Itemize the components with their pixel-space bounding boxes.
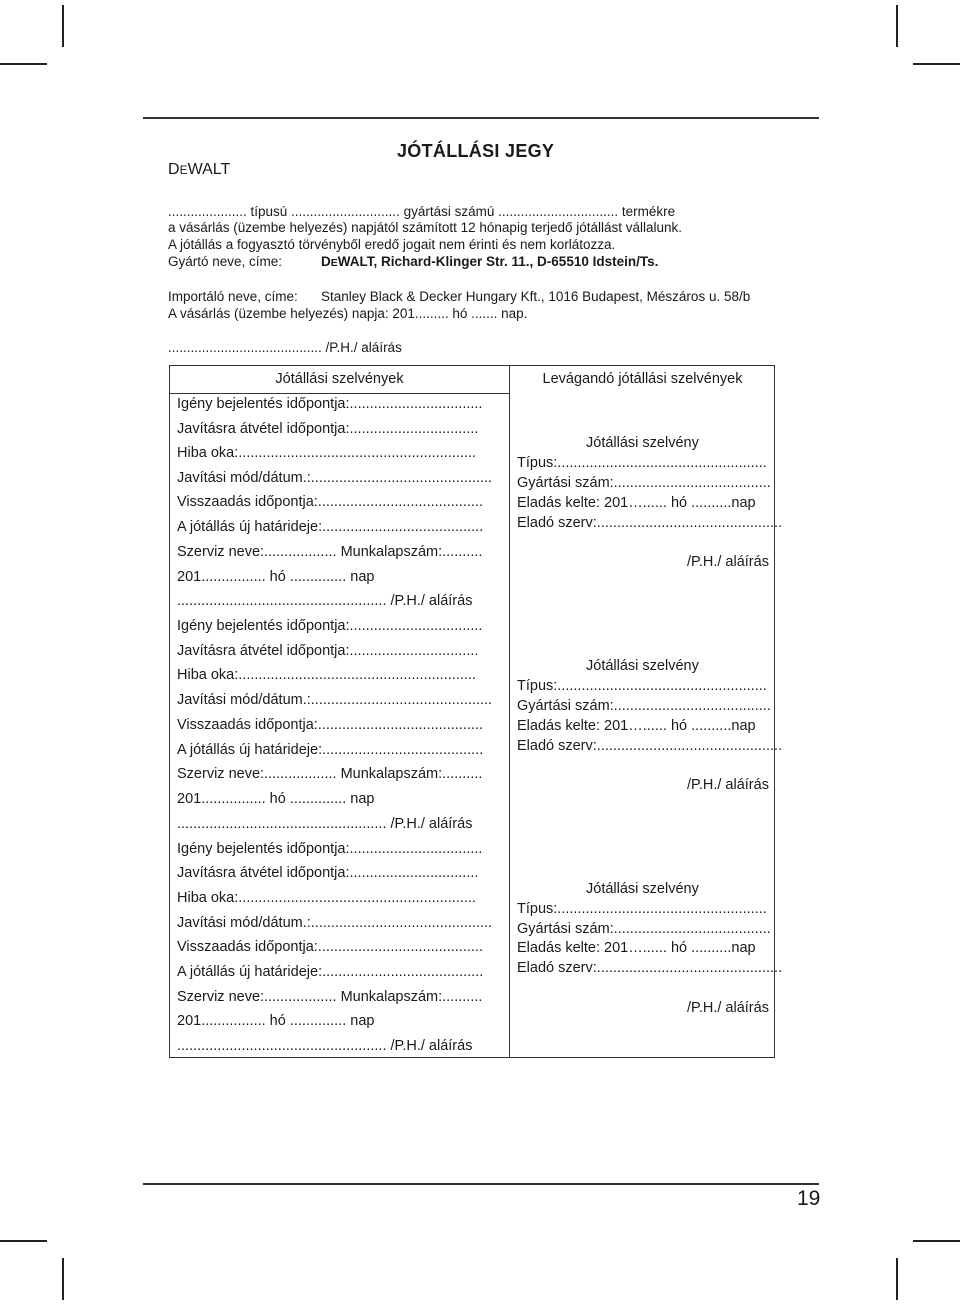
coupon-seller-field: Eladó szerv:.............................................. bbox=[517, 960, 783, 976]
intro-line-2: a vásárlás (üzembe helyezés) napjától számított 12 hónapig terjedő jótállást vállalunk. bbox=[168, 220, 683, 235]
crop-mark bbox=[896, 1258, 898, 1300]
coupon-serial-field: Gyártási szám:....................................... bbox=[517, 698, 771, 714]
warranty-table bbox=[169, 365, 783, 1058]
bottom-rule bbox=[143, 1183, 819, 1185]
date-field: 201................ hó .............. nap bbox=[177, 1013, 375, 1029]
new-deadline-field: A jótállás új határideje:........................................ bbox=[177, 519, 484, 535]
crop-mark bbox=[62, 5, 64, 47]
coupon-serial-field: Gyártási szám:....................................... bbox=[517, 475, 771, 491]
return-date-field: Visszaadás időpontja:......................................... bbox=[177, 494, 483, 510]
coupon-type-field: Típus:.................................................... bbox=[517, 455, 767, 471]
coupon-title: Jótállási szelvény bbox=[586, 881, 699, 897]
return-date-field: Visszaadás időpontja:......................................... bbox=[177, 939, 483, 955]
claim-date-field: Igény bejelentés időpontja:................................. bbox=[177, 396, 483, 412]
top-rule bbox=[143, 117, 819, 119]
crop-mark bbox=[913, 1240, 960, 1242]
crop-mark bbox=[896, 5, 898, 47]
coupon-signature: /P.H./ aláírás bbox=[687, 1000, 769, 1016]
repair-method-field: Javítási mód/dátum.:............................................. bbox=[177, 470, 493, 486]
repair-method-field: Javítási mód/dátum.:............................................. bbox=[177, 692, 493, 708]
crop-mark bbox=[0, 63, 47, 65]
coupon-type-field: Típus:.................................................... bbox=[517, 678, 767, 694]
claim-date-field: Igény bejelentés időpontja:................................. bbox=[177, 841, 483, 857]
page-number: 19 bbox=[797, 1187, 821, 1210]
coupon-serial-field: Gyártási szám:....................................... bbox=[517, 921, 771, 937]
coupon-type-field: Típus:.................................................... bbox=[517, 901, 767, 917]
purchase-date: A vásárlás (üzembe helyezés) napja: 201......... hó ....... nap. bbox=[168, 306, 528, 321]
page-title: JÓTÁLLÁSI JEGY bbox=[397, 141, 555, 161]
service-name-field: Szerviz neve:.................. Munkalapszám:.......... bbox=[177, 989, 483, 1005]
importer-value: Stanley Black & Decker Hungary Kft., 1016 Budapest, Mészáros u. 58/b bbox=[321, 289, 751, 304]
coupon-sale-date-field: Eladás kelte: 201…...... hó ..........nap bbox=[517, 940, 756, 956]
return-date-field: Visszaadás időpontja:......................................... bbox=[177, 717, 483, 733]
coupon-seller-field: Eladó szerv:.............................................. bbox=[517, 515, 783, 531]
repair-intake-field: Javításra átvétel időpontja:................................ bbox=[177, 421, 479, 437]
repair-intake-field: Javításra átvétel időpontja:................................ bbox=[177, 865, 479, 881]
brand-logo: DEWALT bbox=[168, 161, 231, 178]
date-field: 201................ hó .............. nap bbox=[177, 569, 375, 585]
coupon-sale-date-field: Eladás kelte: 201…...... hó ..........nap bbox=[517, 495, 756, 511]
new-deadline-field: A jótállás új határideje:........................................ bbox=[177, 964, 484, 980]
fault-cause-field: Hiba oka:........................................................... bbox=[177, 890, 476, 906]
coupon-signature: /P.H./ aláírás bbox=[687, 777, 769, 793]
signature-field: .................................................... /P.H./ aláírás bbox=[177, 593, 473, 609]
service-name-field: Szerviz neve:.................. Munkalapszám:.......... bbox=[177, 766, 483, 782]
signature-field: .................................................... /P.H./ aláírás bbox=[177, 1038, 473, 1054]
service-name-field: Szerviz neve:.................. Munkalapszám:.......... bbox=[177, 544, 483, 560]
coupon-title: Jótállási szelvény bbox=[586, 435, 699, 451]
coupon-sale-date-field: Eladás kelte: 201…...... hó ..........nap bbox=[517, 718, 756, 734]
right-column-header: Levágandó jótállási szelvények bbox=[542, 371, 743, 387]
coupon-signature: /P.H./ aláírás bbox=[687, 554, 769, 570]
repair-method-field: Javítási mód/dátum.:............................................. bbox=[177, 915, 493, 931]
repair-intake-field: Javításra átvétel időpontja:................................ bbox=[177, 643, 479, 659]
crop-mark bbox=[62, 1258, 64, 1300]
crop-mark bbox=[0, 1240, 47, 1242]
manufacturer-value: DEWALT, Richard-Klinger Str. 11., D-65510 Idstein/Ts. bbox=[321, 254, 659, 269]
importer-label: Importáló neve, címe: bbox=[168, 289, 298, 304]
intro-signature: ......................................... /P.H./ aláírás bbox=[168, 340, 402, 355]
crop-mark bbox=[913, 63, 960, 65]
claim-date-field: Igény bejelentés időpontja:................................. bbox=[177, 618, 483, 634]
left-column-header: Jótállási szelvények bbox=[275, 371, 404, 387]
manufacturer-label: Gyártó neve, címe: bbox=[168, 254, 283, 269]
coupon-seller-field: Eladó szerv:.............................................. bbox=[517, 738, 783, 754]
signature-field: .................................................... /P.H./ aláírás bbox=[177, 816, 473, 832]
date-field: 201................ hó .............. nap bbox=[177, 791, 375, 807]
fault-cause-field: Hiba oka:........................................................... bbox=[177, 445, 476, 461]
column-divider bbox=[509, 366, 510, 1057]
intro-line-3: A jótállás a fogyasztó törvényből eredő jogait nem érinti és nem korlátozza. bbox=[168, 237, 616, 252]
intro-line-1: ..................... típusú ............................. gyártási számú ................................ termékre bbox=[168, 204, 676, 219]
header-divider bbox=[170, 393, 509, 394]
new-deadline-field: A jótállás új határideje:........................................ bbox=[177, 742, 484, 758]
coupon-title: Jótállási szelvény bbox=[586, 658, 699, 674]
fault-cause-field: Hiba oka:........................................................... bbox=[177, 667, 476, 683]
